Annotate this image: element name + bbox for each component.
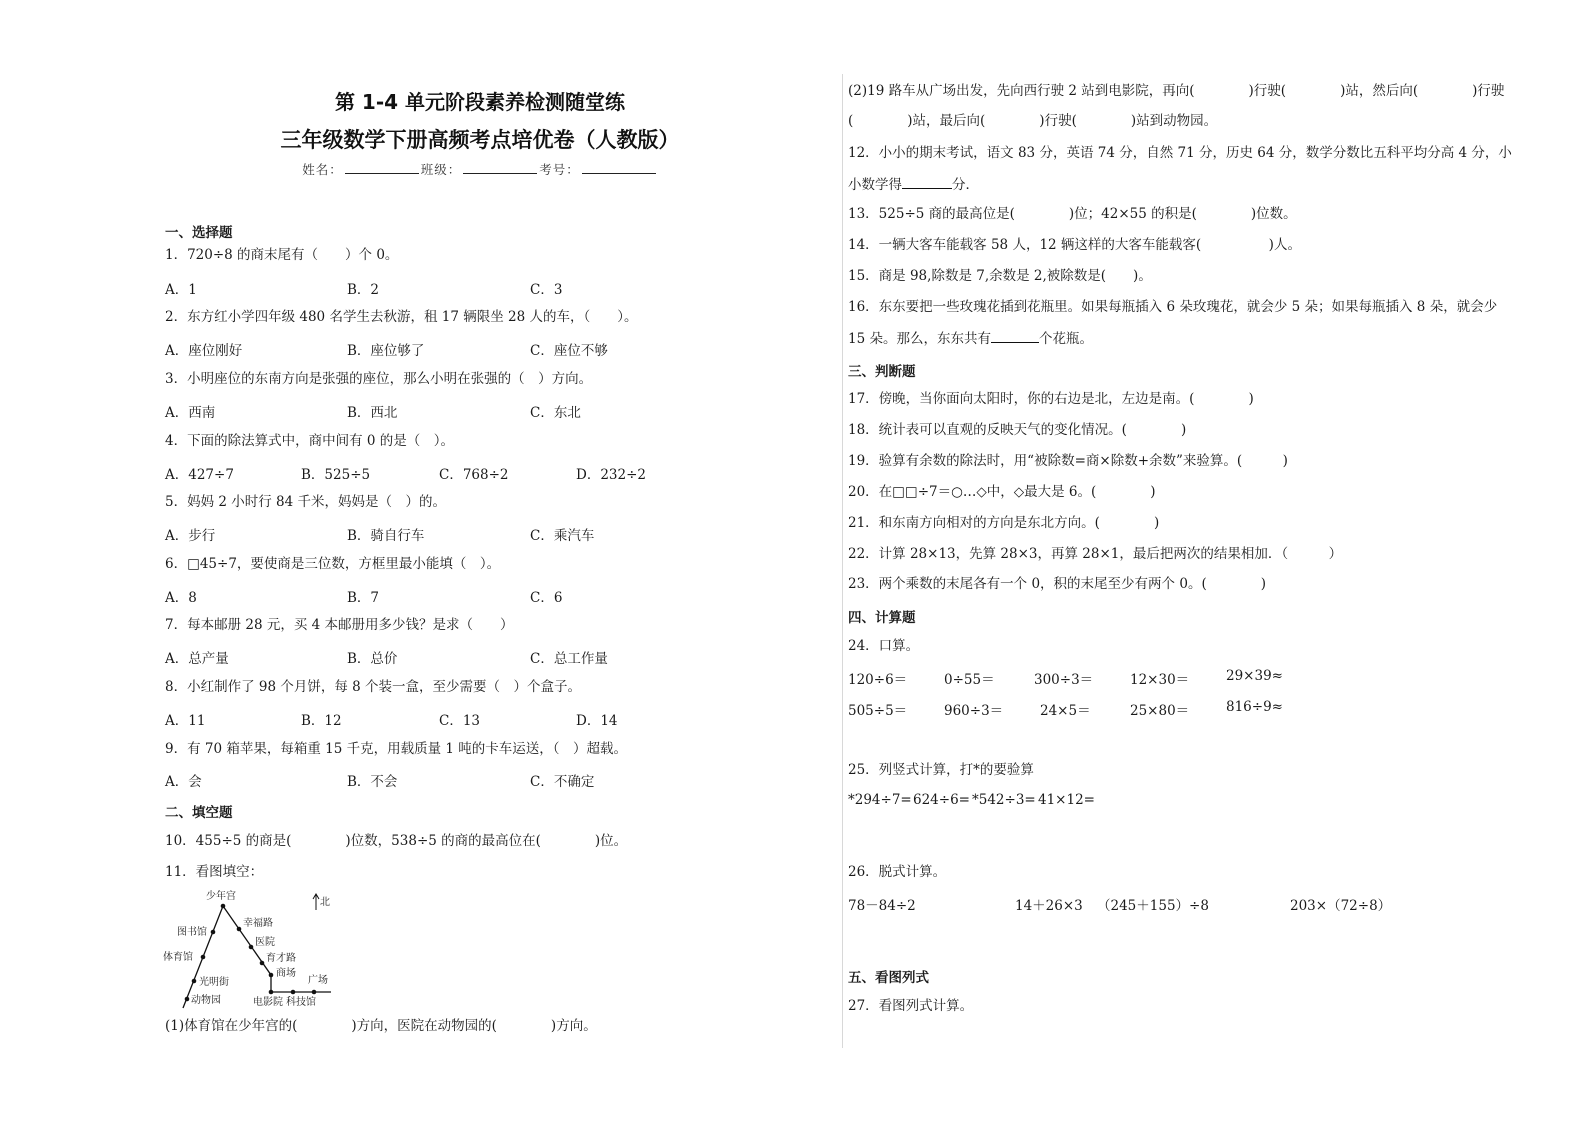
svg-text:体育馆: 体育馆 (163, 952, 193, 963)
question-16-line-1: 16．东东要把一些玫瑰花插到花瓶里。如果每瓶插入 6 朵玫瑰花，就会少 5 朵；如果每瓶插入 8 朵，就会少 (848, 299, 1498, 315)
question-20: 20．在□□÷7＝○…◇中，◇最大是 6。( ) (848, 484, 1156, 500)
q8-option-c: C．13 (439, 713, 481, 729)
class-label: 班级： (420, 162, 462, 177)
q8-option-d: D．14 (576, 713, 618, 729)
name-field[interactable] (345, 161, 419, 174)
question-11-part-1: (1)体育馆在少年宫的( )方向，医院在动物园的( )方向。 (165, 1018, 597, 1034)
question-14: 14．一辆大客车能载客 58 人，12 辆这样的大客车能载客( )人。 (848, 237, 1301, 253)
step-calc-item: 78－84÷2 (848, 898, 916, 914)
svg-text:幸福路: 幸福路 (243, 918, 273, 929)
question-23: 23．两个乘数的末尾各有一个 0，积的末尾至少有两个 0。( ) (848, 576, 1266, 592)
q5-option-a: A．步行 (165, 528, 216, 544)
svg-text:育才路: 育才路 (266, 953, 296, 964)
route-map-diagram (163, 888, 343, 1013)
svg-text:医院: 医院 (255, 937, 275, 948)
q5-option-c: C．乘汽车 (530, 528, 595, 544)
question-8: 8．小红制作了 98 个月饼，每 8 个装一盒，至少需要（ ）个盒子。 (165, 679, 582, 695)
oral-calc-item: 960÷3＝ (944, 703, 1004, 719)
svg-text:广场: 广场 (308, 975, 328, 986)
q12-answer-blank[interactable] (902, 175, 952, 189)
document-title: 第 1-4 单元阶段素养检测随堂练 (334, 90, 626, 114)
q3-option-a: A．西南 (165, 405, 216, 421)
name-label: 姓名： (302, 162, 343, 177)
q1-option-b: B．2 (347, 282, 380, 298)
svg-text:电影院: 电影院 (253, 997, 283, 1008)
question-12-line-2: 小数学得 分． (848, 177, 979, 193)
step-calc-item: 203×（72÷8） (1290, 898, 1392, 914)
oral-calc-item: 816÷9≈ (1226, 699, 1283, 715)
question-5: 5．妈妈 2 小时行 84 千米，妈妈是（ ）的。 (165, 494, 447, 510)
oral-calc-item: 120÷6＝ (848, 672, 908, 688)
q8-option-b: B．12 (301, 713, 342, 729)
svg-text:动物园: 动物园 (191, 995, 221, 1006)
question-12-line-1: 12．小小的期末考试，语文 83 分，英语 74 分，自然 71 分，历史 64 分，数学分数比五科平均分高 4 分，小 (848, 145, 1512, 161)
vertical-calc-item: 624÷6= (913, 792, 970, 808)
q4-option-b: B．525÷5 (301, 467, 371, 483)
document-subtitle: 三年级数学下册高频考点培优卷（人教版） (280, 128, 680, 152)
section-heading-picture: 五、看图列式 (848, 970, 929, 986)
oral-calc-item: 12×30＝ (1130, 672, 1190, 688)
question-15: 15．商是 98,除数是 7,余数是 2,被除数是( )。 (848, 268, 1152, 284)
oral-calc-item: 505÷5＝ (848, 703, 908, 719)
question-21: 21．和东南方向相对的方向是东北方向。( ) (848, 515, 1160, 531)
q9-option-c: C．不确定 (530, 774, 595, 790)
step-calc-item: （245＋155）÷8 (1097, 898, 1209, 914)
oral-calc-item: 0÷55＝ (944, 672, 995, 688)
svg-text:商场: 商场 (276, 968, 296, 979)
page-divider (842, 74, 843, 1048)
question-22: 22．计算 28×13，先算 28×3，再算 28×1，最后把两次的结果相加．（ ） (848, 546, 1343, 562)
q2-option-b: B．座位够了 (347, 343, 425, 359)
oral-calc-item: 24×5＝ (1040, 703, 1091, 719)
section-heading-choice: 一、选择题 (165, 225, 233, 241)
oral-calc-item: 300÷3＝ (1034, 672, 1094, 688)
section-heading-judge: 三、判断题 (848, 364, 916, 380)
vertical-calc-item: 41×12= (1038, 792, 1095, 808)
q2-option-c: C．座位不够 (530, 343, 608, 359)
q6-option-b: B．7 (347, 590, 380, 606)
q8-option-a: A．11 (165, 713, 206, 729)
question-7: 7．每本邮册 28 元，买 4 本邮册用多少钱？是求（ ） (165, 617, 514, 633)
q1-option-a: A．1 (165, 282, 197, 298)
question-16-line-2: 15 朵。那么，东东共有 个花瓶。 (848, 331, 1093, 347)
q5-option-b: B．骑自行车 (347, 528, 425, 544)
svg-text:科技馆: 科技馆 (286, 997, 316, 1008)
question-19: 19．验算有余数的除法时，用“被除数=商×除数+余数”来验算。( ) (848, 453, 1288, 469)
section-heading-calc: 四、计算题 (848, 610, 916, 626)
exam-no-field[interactable] (582, 161, 656, 174)
class-field[interactable] (463, 161, 537, 174)
question-11-part-2-line-1: (2)19 路车从广场出发，先向西行驶 2 站到电影院，再向( )行驶( )站，然后向( )行驶 (848, 83, 1505, 99)
q3-option-b: B．西北 (347, 405, 398, 421)
q9-option-a: A．会 (165, 774, 202, 790)
section-heading-fill: 二、填空题 (165, 805, 233, 821)
oral-calc-item: 25×80＝ (1130, 703, 1190, 719)
q7-option-b: B．总价 (347, 651, 398, 667)
question-4: 4．下面的除法算式中，商中间有 0 的是（ ）。 (165, 433, 455, 449)
vertical-calc-item: *542÷3= (972, 792, 1036, 808)
question-6: 6．□45÷7，要使商是三位数，方框里最小能填（ ）。 (165, 556, 501, 572)
question-11-part-2-line-2: ( )站，最后向( )行驶( )站到动物园。 (848, 113, 1218, 129)
step-calc-item: 14＋26×3 (1015, 898, 1083, 914)
q4-option-d: D．232÷2 (576, 467, 646, 483)
q6-option-a: A．8 (165, 590, 197, 606)
q4-option-c: C．768÷2 (439, 467, 509, 483)
svg-text:少年宫: 少年宫 (206, 891, 236, 902)
exam-no-label: 考号： (539, 162, 580, 177)
q2-option-a: A．座位刚好 (165, 343, 243, 359)
q9-option-b: B．不会 (347, 774, 398, 790)
question-13: 13．525÷5 商的最高位是( )位；42×55 的积是( )位数。 (848, 206, 1297, 222)
q4-option-a: A．427÷7 (165, 467, 234, 483)
student-info (160, 160, 800, 178)
question-26: 26．脱式计算。 (848, 864, 947, 880)
q7-option-a: A．总产量 (165, 651, 229, 667)
question-1: 1．720÷8 的商末尾有（ ）个 0。 (165, 247, 399, 263)
question-24: 24．口算。 (848, 638, 920, 654)
q16-answer-blank[interactable] (991, 329, 1039, 343)
question-27: 27．看图列式计算。 (848, 998, 974, 1014)
question-17: 17．傍晚，当你面向太阳时，你的右边是北，左边是南。( ) (848, 391, 1254, 407)
oral-calc-item: 29×39≈ (1226, 668, 1283, 684)
vertical-calc-item: *294÷7= (848, 792, 912, 808)
question-3: 3．小明座位的东南方向是张强的座位，那么小明在张强的（ ）方向。 (165, 371, 593, 387)
north-label: 北 (320, 897, 330, 908)
question-9: 9．有 70 箱苹果，每箱重 15 千克，用载质量 1 吨的卡车运送，（ ）超载。 (165, 741, 628, 757)
q3-option-c: C．东北 (530, 405, 581, 421)
svg-text:光明街: 光明街 (199, 977, 229, 988)
question-2: 2．东方红小学四年级 480 名学生去秋游，租 17 辆限坐 28 人的车，（ ）。 (165, 309, 638, 325)
question-10: 10．455÷5 的商是( )位数，538÷5 的商的最高位在( )位。 (165, 833, 628, 849)
question-25: 25．列竖式计算，打*的要验算 (848, 762, 1034, 778)
q6-option-c: C．6 (530, 590, 563, 606)
q7-option-c: C．总工作量 (530, 651, 608, 667)
q1-option-c: C．3 (530, 282, 563, 298)
question-18: 18．统计表可以直观的反映天气的变化情况。( ) (848, 422, 1187, 438)
svg-text:图书馆: 图书馆 (177, 927, 207, 938)
question-11: 11．看图填空： (165, 864, 264, 880)
